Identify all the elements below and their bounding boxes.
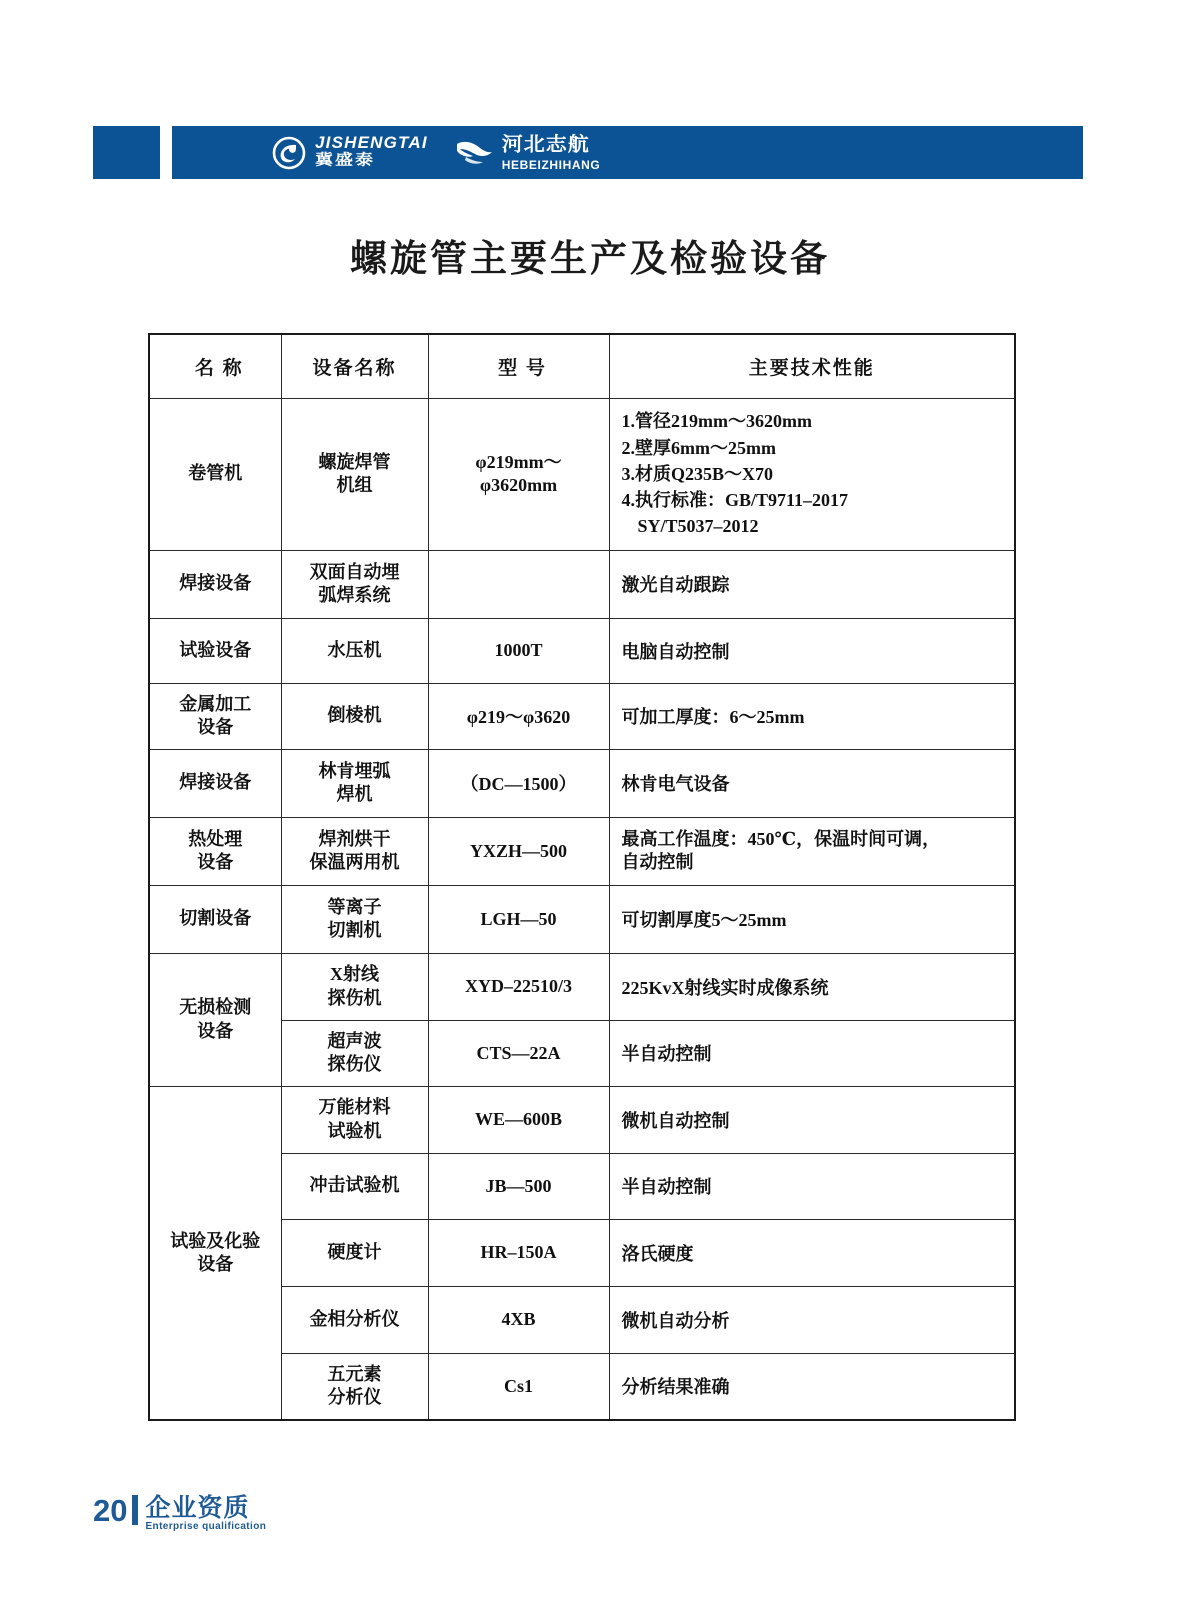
cell-performance: 微机自动分析 <box>609 1286 1015 1353</box>
cell-device: 焊剂烘干 保温两用机 <box>281 817 428 885</box>
cell-device: 冲击试验机 <box>281 1153 428 1219</box>
cell-device: 林肯埋弧 焊机 <box>281 749 428 817</box>
cell-performance <box>609 398 1015 550</box>
column-header-device: 设备名称 <box>281 334 428 398</box>
cell-performance: 半自动控制 <box>609 1153 1015 1219</box>
footer-divider <box>132 1495 138 1525</box>
cell-performance: 电脑自动控制 <box>609 618 1015 683</box>
cell-device: 双面自动埋 弧焊系统 <box>281 550 428 618</box>
table-row <box>149 1086 1015 1153</box>
cell-performance: 微机自动控制 <box>609 1086 1015 1153</box>
cell-performance: 225KvX射线实时成像系统 <box>609 953 1015 1020</box>
cell-performance: 林肯电气设备 <box>609 749 1015 817</box>
page-header-bar <box>93 126 1083 179</box>
cell-performance: 可加工厚度：6～25mm <box>609 683 1015 749</box>
cell-device: 等离子 切割机 <box>281 885 428 953</box>
logo-hebeizhihang <box>454 132 601 172</box>
cell-device: 水压机 <box>281 618 428 683</box>
cell-device: 金相分析仪 <box>281 1286 428 1353</box>
cell-performance: 可切割厚度5～25mm <box>609 885 1015 953</box>
table-row <box>149 749 1015 817</box>
logo-jishengtai-text <box>315 134 428 171</box>
column-header-model: 型 号 <box>428 334 609 398</box>
cell-model: φ219～φ3620 <box>428 683 609 749</box>
cell-model: LGH—50 <box>428 885 609 953</box>
cell-name-group-lab: 试验及化验 设备 <box>149 1086 281 1420</box>
table-row <box>149 683 1015 749</box>
logo-jishengtai-chinese: 冀盛泰 <box>315 151 375 169</box>
column-header-performance: 主要技术性能 <box>609 334 1015 398</box>
cell-name: 热处理 设备 <box>149 817 281 885</box>
page-title: 螺旋管主要生产及检验设备 <box>350 237 830 280</box>
cell-device: 螺旋焊管 机组 <box>281 398 428 550</box>
cell-model: CTS—22A <box>428 1020 609 1086</box>
cell-model: Cs1 <box>428 1353 609 1420</box>
equipment-table <box>148 333 1016 1421</box>
table-row <box>149 885 1015 953</box>
list-item: 1.管径219mm～3620mm <box>621 411 812 432</box>
cell-performance: 半自动控制 <box>609 1020 1015 1086</box>
cell-device: 超声波 探伤仪 <box>281 1020 428 1086</box>
flying-bird-mark-icon <box>454 138 494 168</box>
table-row <box>149 817 1015 885</box>
header-accent-block <box>93 126 160 179</box>
cell-performance: 最高工作温度：450℃，保温时间可调， 自动控制 <box>609 817 1015 885</box>
logo-hebeizhihang-text <box>501 132 601 172</box>
list-item: SY/T5037–2012 <box>637 516 759 537</box>
page-number: 20 <box>93 1493 128 1528</box>
performance-list <box>622 408 1007 539</box>
cell-device: 倒棱机 <box>281 683 428 749</box>
cell-model: HR–150A <box>428 1219 609 1286</box>
cell-name: 金属加工 设备 <box>149 683 281 749</box>
cell-model: 4XB <box>428 1286 609 1353</box>
list-item: 4.执行标准：GB/T9711–2017 <box>621 490 849 511</box>
cell-name: 焊接设备 <box>149 749 281 817</box>
cell-device: 五元素 分析仪 <box>281 1353 428 1420</box>
table-row <box>149 953 1015 1020</box>
logo-hebeizhihang-chinese: 河北志航 <box>501 132 590 155</box>
cell-name: 焊接设备 <box>149 550 281 618</box>
cell-name: 切割设备 <box>149 885 281 953</box>
table-header-row <box>149 334 1015 398</box>
cell-model: （DC—1500） <box>428 749 609 817</box>
cell-name-group-ndt: 无损检测 设备 <box>149 953 281 1086</box>
cell-device: 万能材料 试验机 <box>281 1086 428 1153</box>
footer-label <box>145 1495 266 1532</box>
header-logo-strip <box>172 126 1083 179</box>
cell-model: XYD–22510/3 <box>428 953 609 1020</box>
column-header-name: 名 称 <box>149 334 281 398</box>
list-item: 2.壁厚6mm～25mm <box>621 437 776 458</box>
page-footer <box>93 1495 266 1532</box>
cell-model <box>428 550 609 618</box>
cell-name: 试验设备 <box>149 618 281 683</box>
logo-jishengtai-english: JISHENGTAI <box>315 133 428 152</box>
cell-performance: 洛氏硬度 <box>609 1219 1015 1286</box>
cell-device: X射线 探伤机 <box>281 953 428 1020</box>
table-row <box>149 618 1015 683</box>
cell-performance: 分析结果准确 <box>609 1353 1015 1420</box>
footer-label-chinese: 企业资质 <box>145 1493 250 1522</box>
cell-model: JB—500 <box>428 1153 609 1219</box>
cell-name: 卷管机 <box>149 398 281 550</box>
table-row <box>149 398 1015 550</box>
cell-device: 硬度计 <box>281 1219 428 1286</box>
footer-label-english: Enterprise qualification <box>145 1521 267 1532</box>
cell-model: YXZH—500 <box>428 817 609 885</box>
logo-jishengtai <box>272 134 428 171</box>
circular-swirl-mark-icon <box>272 136 306 170</box>
table-row <box>149 550 1015 618</box>
cell-performance: 激光自动跟踪 <box>609 550 1015 618</box>
cell-model: φ219mm～ φ3620mm <box>428 398 609 550</box>
cell-model: 1000T <box>428 618 609 683</box>
header-divider-gap <box>160 126 172 179</box>
logo-hebeizhihang-english: HEBEIZHIHANG <box>501 157 601 172</box>
list-item: 3.材质Q235B～X70 <box>621 463 774 484</box>
cell-model: WE—600B <box>428 1086 609 1153</box>
